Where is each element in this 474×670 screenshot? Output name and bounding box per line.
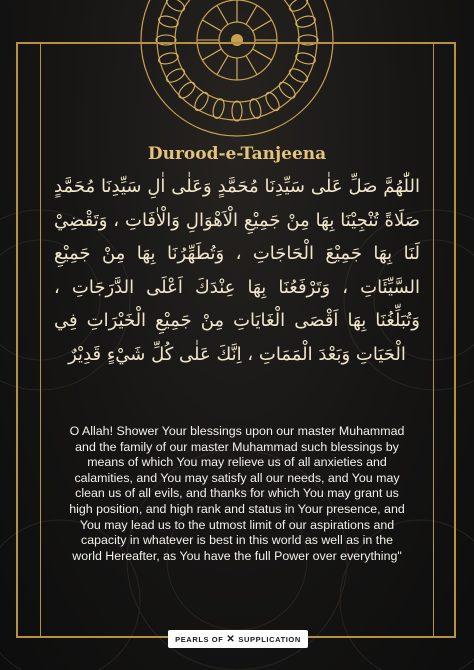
brand-x-icon: ✕ — [226, 633, 236, 645]
brand-left-text: PEARLS OF — [175, 634, 224, 644]
translation-text: O Allah! Shower Your blessings upon our master Muhammad and the family of our master Muhammad such blessings by means of which You may relieve us of all anxieties and calamities, and You may satisfy all our needs, and You may clean us of all evils, and thanks for which You may grant us high position, and high rank and status in Your presence, and You may lead us to the utmost limit of our aspirations and capacity in whatever is best in this world as well as in the world Hereafter, as You have the full Power over everything" — [69, 424, 405, 563]
arabic-text: اللّٰهُمَّ صَلِّ عَلٰى سَيِّدِنَا مُحَمَّدٍ وَعَلٰى اٰلِ سَيِّدِنَا مُحَمَّدٍ صَلَاةً تُنْجِيْنَا بِهَا مِنْ جَمِيْعِ الْاَهْوَالِ وَالْاٰفَاتِ ، وَتَقْضِيْ لَنَا بِهَا جَمِيْعَ الْحَاجَاتِ ، وَتُطَهِّرُنَا بِهَا مِنْ جَمِيْعِ السَّيِّئَاتِ ، وَتَرْفَعُنَا بِهَا عِنْدَكَ اَعْلَى الدَّرَجَاتِ ، وَتُبَلِّغُنَا بِهَا اَقْصَى الْغَايَاتِ مِنْ جَمِيْعِ الْخَيْرَاتِ فِي الْحَيَاتِ وَبَعْدَ الْمَمَاتِ ، اِنَّكَ عَلٰى كُلِّ شَيْءٍ قَدِيْرٌ — [54, 176, 420, 365]
brand-right-text: SUPPLICATION — [238, 634, 301, 644]
page-title: Durood-e-Tanjeena — [147, 144, 327, 164]
brand-logo — [168, 630, 308, 648]
